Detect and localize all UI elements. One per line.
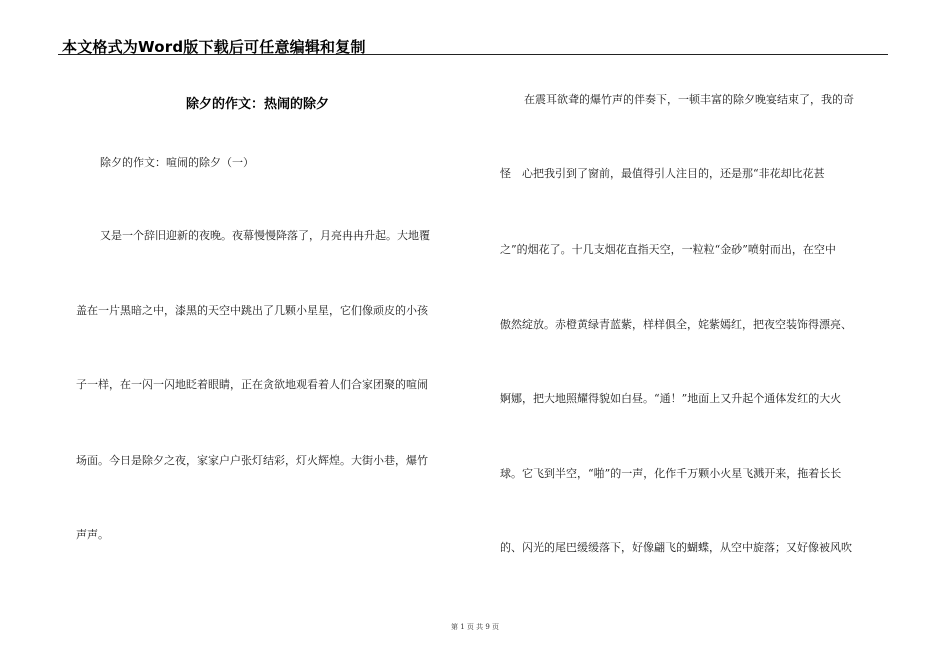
- right-line-2: 怪 心把我引到了窗前，最值得引人注目的，还是那“非花却比花甚: [500, 167, 825, 180]
- left-line-3: 盖在一片黑暗之中，漆黑的天空中跳出了几颗小星星，它们像顽皮的小孩: [76, 304, 428, 317]
- page-number-footer: 第 1 页 共 9 页: [450, 623, 500, 631]
- article-title: 除夕的作文：热闹的除夕: [186, 97, 330, 112]
- right-line-4: 傲然绽放。赤橙黄绿青蓝紫，样样俱全，姹紫嫣红，把夜空装饰得漂亮、: [500, 318, 852, 331]
- header-divider: [58, 54, 888, 55]
- left-line-1: 除夕的作文：喧闹的除夕（一）: [100, 156, 254, 169]
- document-header-title: 本文格式为Word版下载后可任意编辑和复制: [62, 38, 366, 56]
- right-line-7: 的、闪光的尾巴缓缓落下，好像翩飞的蝴蝶，从空中旋落；又好像被风吹: [500, 541, 852, 554]
- left-line-6: 声声。: [76, 528, 109, 541]
- left-line-2: 又是一个辞旧迎新的夜晚。夜幕慢慢降落了，月亮冉冉升起。大地覆: [100, 229, 430, 242]
- right-line-5: 婀娜，把大地照耀得貌如白昼。“通！”地面上又升起个通体发红的大火: [500, 392, 842, 405]
- left-line-5: 场面。今日是除夕之夜，家家户户张灯结彩，灯火辉煌。大街小巷，爆竹: [76, 454, 428, 467]
- right-line-6: 球。它飞到半空，“啪”的一声，化作千万颗小火星飞溅开来，拖着长长: [500, 467, 842, 480]
- left-line-4: 子一样，在一闪一闪地眨着眼睛，正在贪欲地观看着人们合家团聚的喧闹: [76, 378, 428, 391]
- right-line-3: 之”的烟花了。十几支烟花直指天空，一粒粒“金砂”喷射而出，在空中: [500, 243, 836, 256]
- right-line-1: 在震耳欲聋的爆竹声的伴奏下，一顿丰富的除夕晚宴结束了，我的奇: [524, 93, 854, 106]
